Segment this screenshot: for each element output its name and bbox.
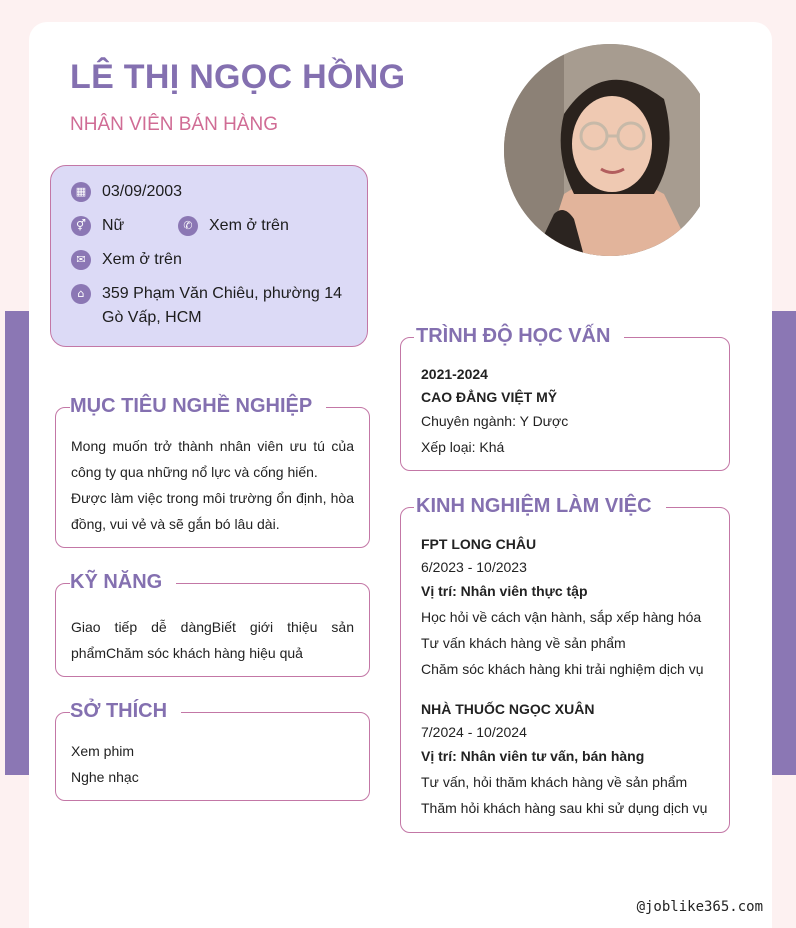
education-school: CAO ĐẲNG VIỆT MỸ xyxy=(421,389,558,405)
experience-job-1 xyxy=(421,532,703,682)
education-body xyxy=(421,362,568,460)
birthday-row xyxy=(71,180,182,204)
education-major: Chuyên ngành: Y Dược xyxy=(421,413,569,429)
gender-text: Nữ xyxy=(102,217,125,234)
email-row xyxy=(71,248,182,272)
watermark: @joblike365.com xyxy=(636,899,763,915)
hobbies-title: SỞ THÍCH xyxy=(70,699,181,723)
skills-text: Giao tiếp dễ dàngBiết giới thiệu sản phẩmChăm sóc khách hàng hiệu quả xyxy=(71,619,354,661)
job-position: Vị trí: Nhân viên thực tập xyxy=(421,583,588,599)
experience-title: KINH NGHIỆM LÀM VIỆC xyxy=(414,494,666,518)
job-company: FPT LONG CHÂU xyxy=(421,536,537,552)
job-duty: Thăm hỏi khách hàng sau khi sử dụng dịch vụ xyxy=(421,800,708,816)
address-line-1: 359 Phạm Văn Chiêu, phường 14 xyxy=(102,285,343,302)
phone-text: Xem ở trên xyxy=(209,217,289,234)
address-text xyxy=(102,282,342,330)
hobbies-list xyxy=(71,738,139,790)
experience-job-2 xyxy=(421,697,707,821)
phone-row xyxy=(178,214,289,238)
job-period: 6/2023 - 10/2023 xyxy=(421,559,527,575)
education-title: TRÌNH ĐỘ HỌC VẤN xyxy=(414,324,624,348)
gender-icon: ⚥ xyxy=(71,216,91,236)
job-position: Vị trí: Nhân viên tư vấn, bán hàng xyxy=(421,748,645,764)
address-row xyxy=(71,282,342,330)
mail-icon: ✉ xyxy=(71,250,91,270)
hobby-item: Nghe nhạc xyxy=(71,769,139,785)
gender-row xyxy=(71,214,124,238)
phone-icon: ✆ xyxy=(178,216,198,236)
home-icon: ⌂ xyxy=(71,284,91,304)
calendar-icon: ▦ xyxy=(71,182,91,202)
skills-title: KỸ NĂNG xyxy=(70,570,176,594)
job-duty: Chăm sóc khách hàng khi trải nghiệm dịch vụ xyxy=(421,661,704,677)
objective-text-2: Được làm việc trong môi trường ổn định, hòa đồng, vui vẻ và sẽ gắn bó lâu dài. xyxy=(71,490,354,532)
job-duty: Học hỏi về cách vận hành, sắp xếp hàng hóa xyxy=(421,609,702,625)
objective-title: MỤC TIÊU NGHỀ NGHIỆP xyxy=(70,394,326,418)
job-duty: Tư vấn, hỏi thăm khách hàng về sản phẩm xyxy=(421,774,688,790)
candidate-name: LÊ THỊ NGỌC HỒNG xyxy=(70,58,406,96)
job-company: NHÀ THUỐC NGỌC XUÂN xyxy=(421,701,595,717)
birthday-text: 03/09/2003 xyxy=(102,183,183,200)
right-accent-band xyxy=(772,311,796,775)
photo-crop-edge xyxy=(700,40,724,260)
job-period: 7/2024 - 10/2024 xyxy=(421,724,527,740)
profile-photo xyxy=(504,44,716,256)
objective-text-1: Mong muốn trở thành nhân viên ưu tú của công ty qua những nổ lực và cống hiến. xyxy=(71,438,354,480)
left-accent-band xyxy=(5,311,29,775)
hobby-item: Xem phim xyxy=(71,743,135,759)
address-line-2: Gò Vấp, HCM xyxy=(102,309,202,326)
objective-body xyxy=(71,433,354,537)
education-grade: Xếp loại: Khá xyxy=(421,439,505,455)
email-text: Xem ở trên xyxy=(102,251,182,268)
education-period: 2021-2024 xyxy=(421,366,488,382)
job-duty: Tư vấn khách hàng về sản phẩm xyxy=(421,635,626,651)
job-title: NHÂN VIÊN BÁN HÀNG xyxy=(70,114,278,135)
profile-photo-illustration xyxy=(504,44,716,256)
